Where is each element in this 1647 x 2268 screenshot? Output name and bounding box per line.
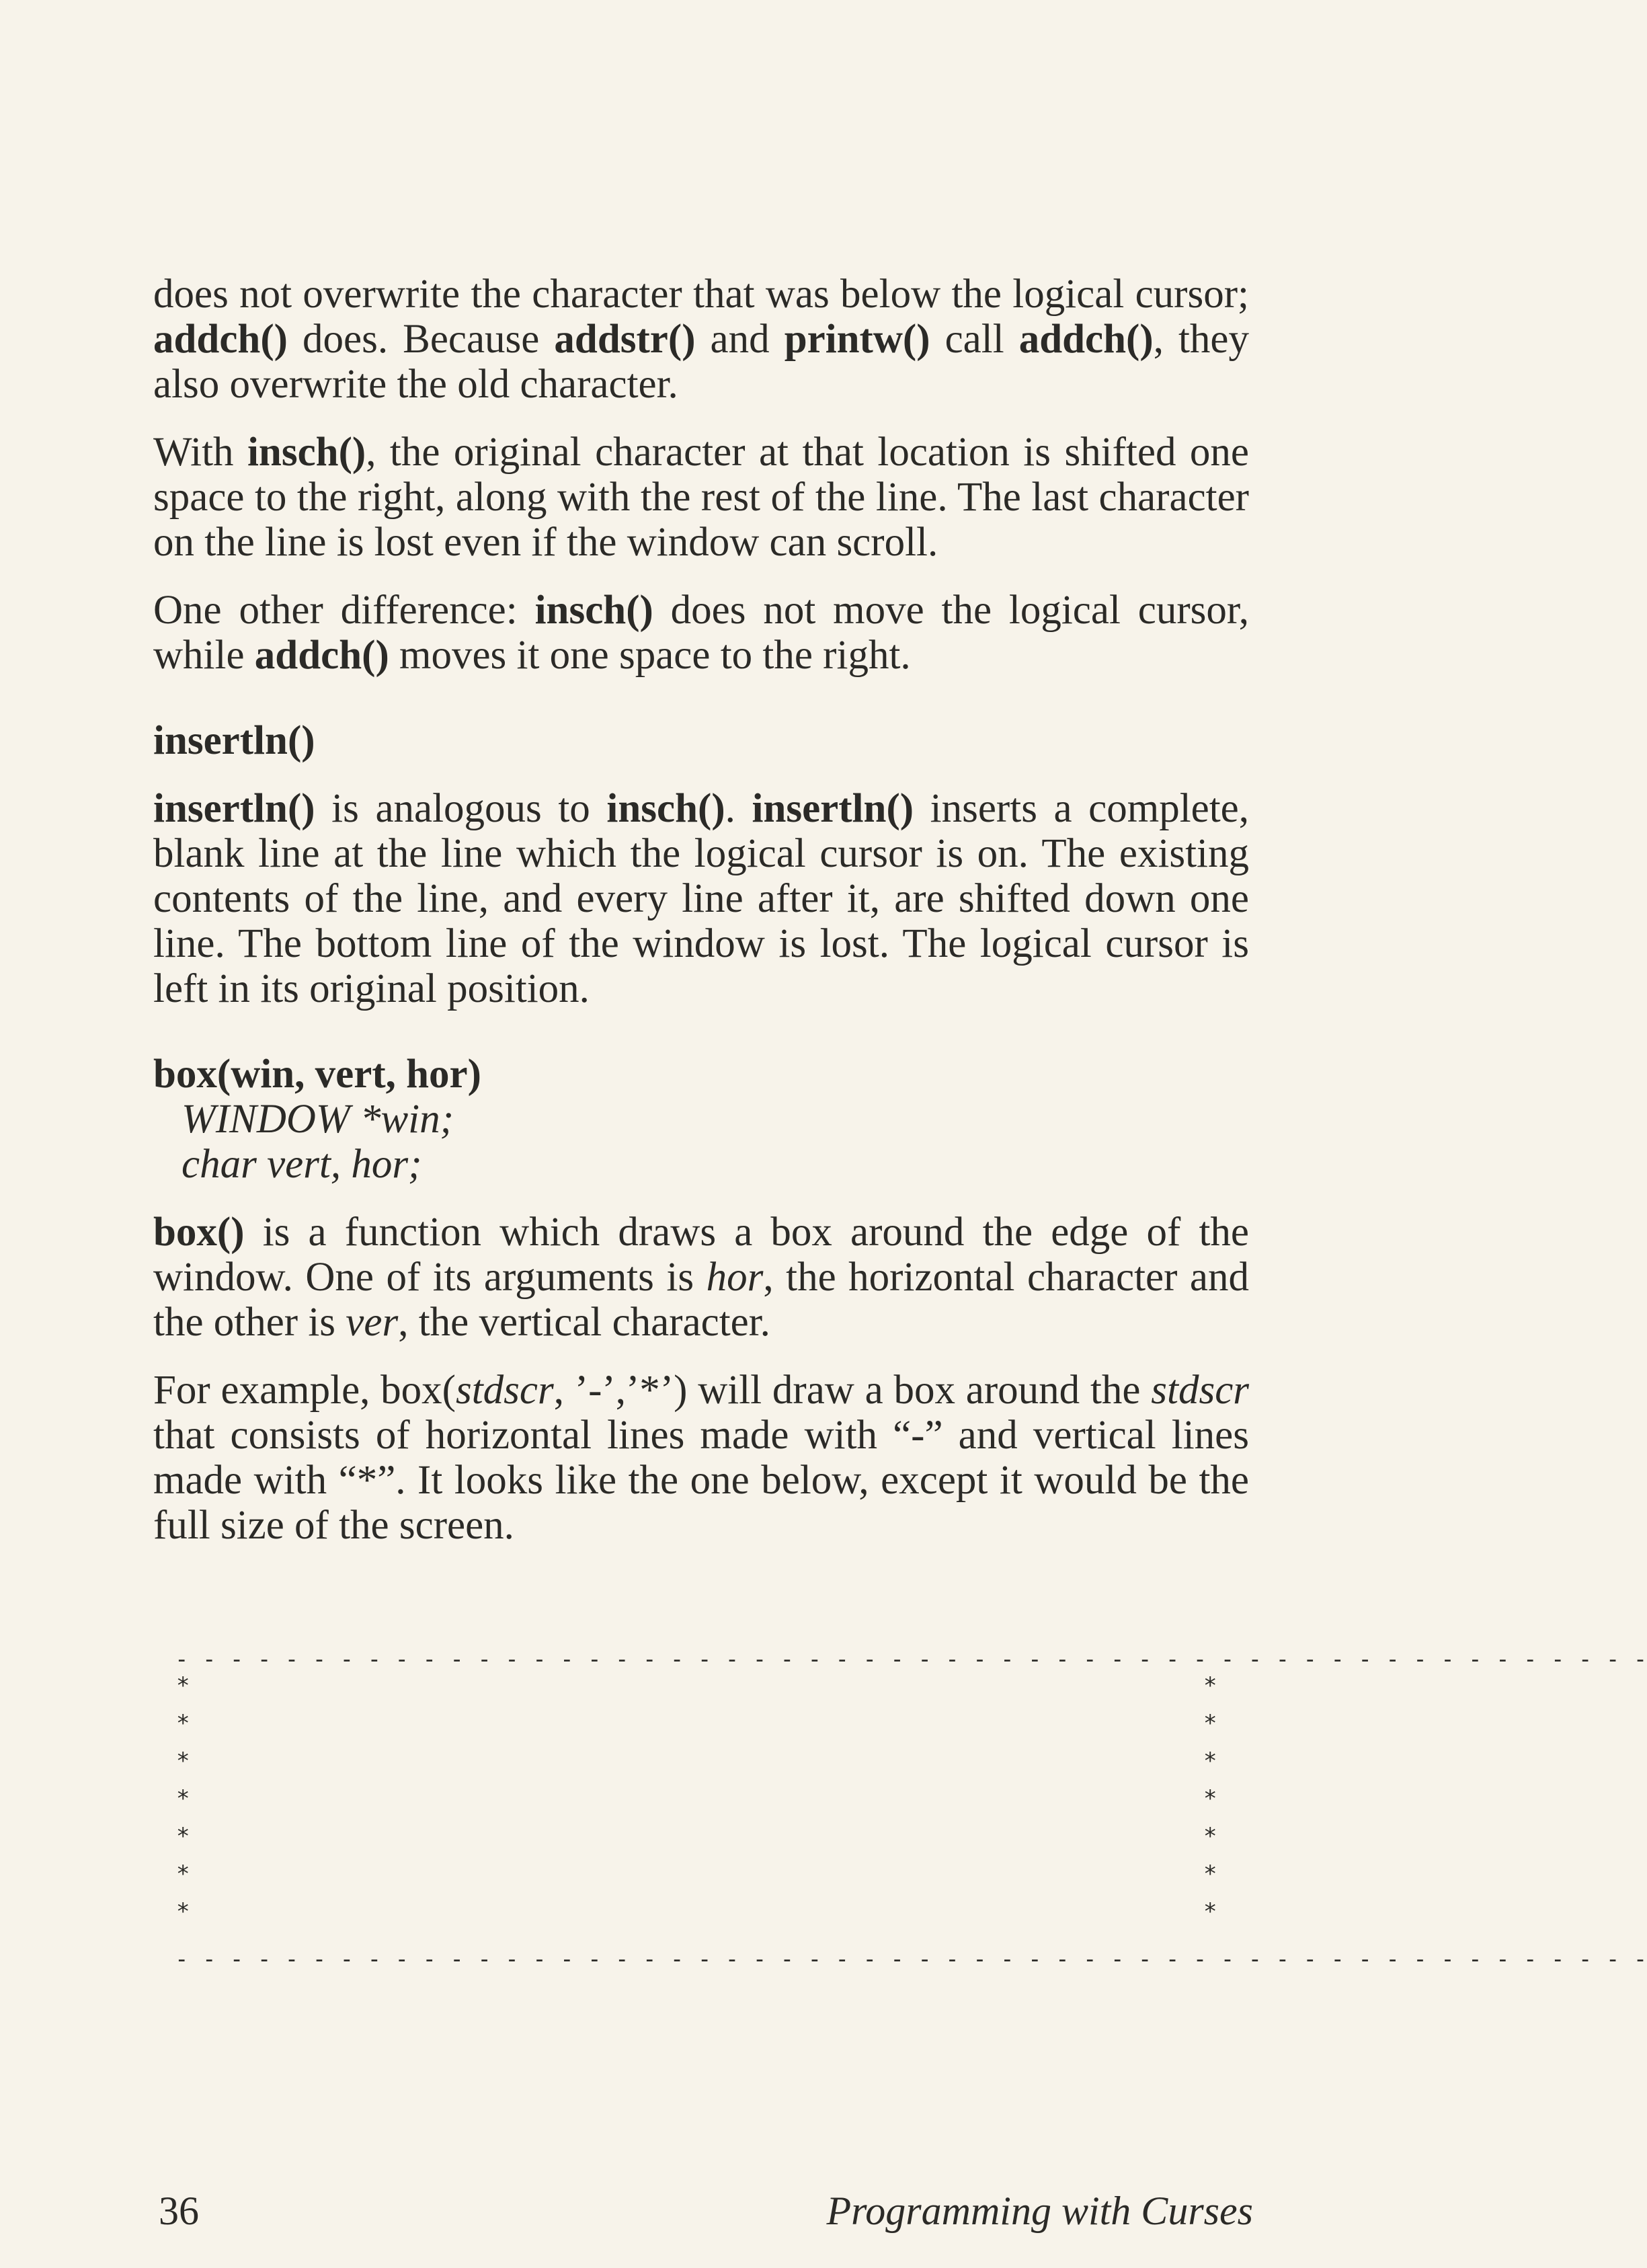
code-insch: insch() [247,430,366,475]
border-star: * [1203,1710,1217,1737]
paragraph-box [153,1210,1249,1345]
page-footer [159,2188,1253,2235]
text-run: , the vertical character. [398,1300,770,1345]
box-function-signature [153,1052,1249,1187]
paragraph-insertln [153,786,1249,1011]
signature-param-win: WINDOW *win; [182,1097,454,1142]
code-insch: insch() [606,786,725,831]
text-run: does not overwrite the character that was below the logical cursor; [153,272,1249,317]
code-addch: addch() [1018,317,1154,362]
border-star: * [1203,1785,1217,1812]
border-star: * [176,1710,190,1737]
text-run: , the horizontal character and the other is [153,1255,1249,1345]
text-run: inserts a complete, blank line at the line which the logical cursor is on. The existing contents of the line, and every line after it, are shifted down one line. The bottom line of the window is lost. The logical cursor is left in its original position. [153,786,1249,1011]
border-star: * [176,1861,190,1887]
text-run: , ’-’,’*’) will draw a box around the [553,1368,1152,1413]
box-example-figure [175,1646,1647,1976]
text-run: moves it one space to the right. [389,633,911,678]
arg-stdscr: stdscr [456,1368,554,1413]
section-heading-insertln: insertln() [153,718,315,763]
border-star: * [176,1748,190,1774]
border-star: * [1203,1898,1217,1925]
arg-stdscr: stdscr [1151,1368,1250,1413]
text-run: does not move the logical cursor, while [153,588,1250,678]
code-addstr: addstr() [554,317,696,362]
text-run: . [725,786,752,831]
code-insertln: insertln() [752,786,914,831]
text-run: is analogous to [315,786,607,831]
border-star: * [1203,1861,1217,1887]
paragraph-example [153,1368,1249,1548]
text-run: With [153,430,247,475]
code-addch: addch() [254,633,389,678]
border-star: * [176,1898,190,1925]
code-addch: addch() [153,317,288,362]
signature-param-chars: char vert, hor; [182,1142,422,1187]
paragraph-difference [153,588,1249,678]
border-star: * [1203,1672,1217,1699]
code-box: box() [153,1210,245,1255]
paragraph-insch [153,430,1249,565]
body-text [153,272,1249,1571]
top-border-dashes: - - - - - - - - - - - - - - - - - - - - - - - - - - - - - - - - - - - - - - - - - - - - - - - - - - - - - - [175,1646,1647,1673]
bottom-border-dashes: - - - - - - - - - - - - - - - - - - - - - - - - - - - - - - - - - - - - - - - - - - - - - - - - - - - - - - [175,1946,1647,1973]
border-star: * [176,1785,190,1812]
paragraph-overwrite [153,272,1249,407]
border-star: * [176,1823,190,1850]
code-insertln: insertln() [153,786,315,831]
text-run: that consists of horizontal lines made with “-” and vertical lines made with “*”. It looks like the one below, except it would be the full size of the screen. [153,1413,1249,1548]
arg-hor: hor [706,1255,764,1300]
text-run: One other difference: [153,588,535,633]
text-run: For example, box( [153,1368,456,1413]
code-printw: printw() [784,317,930,362]
text-run: does. Because [287,317,555,362]
border-star: * [1203,1748,1217,1774]
border-star: * [1203,1823,1217,1850]
text-run: and [695,317,785,362]
code-insch: insch() [534,588,653,633]
signature-line: box(win, vert, hor) [153,1052,481,1097]
text-run: , the original character at that location is shifted one space to the right, along with the rest of the line. The last character on the line is lost even if the window can scroll. [153,430,1249,565]
text-run: is a function which draws a box around the edge of the window. One of its arguments is [153,1210,1249,1300]
border-star: * [176,1672,190,1699]
page-number: 36 [159,2189,199,2233]
running-title: Programming with Curses [826,2189,1253,2233]
arg-ver: ver [346,1300,399,1345]
text-run: , they also overwrite the old character. [153,317,1250,407]
text-run: call [930,317,1019,362]
